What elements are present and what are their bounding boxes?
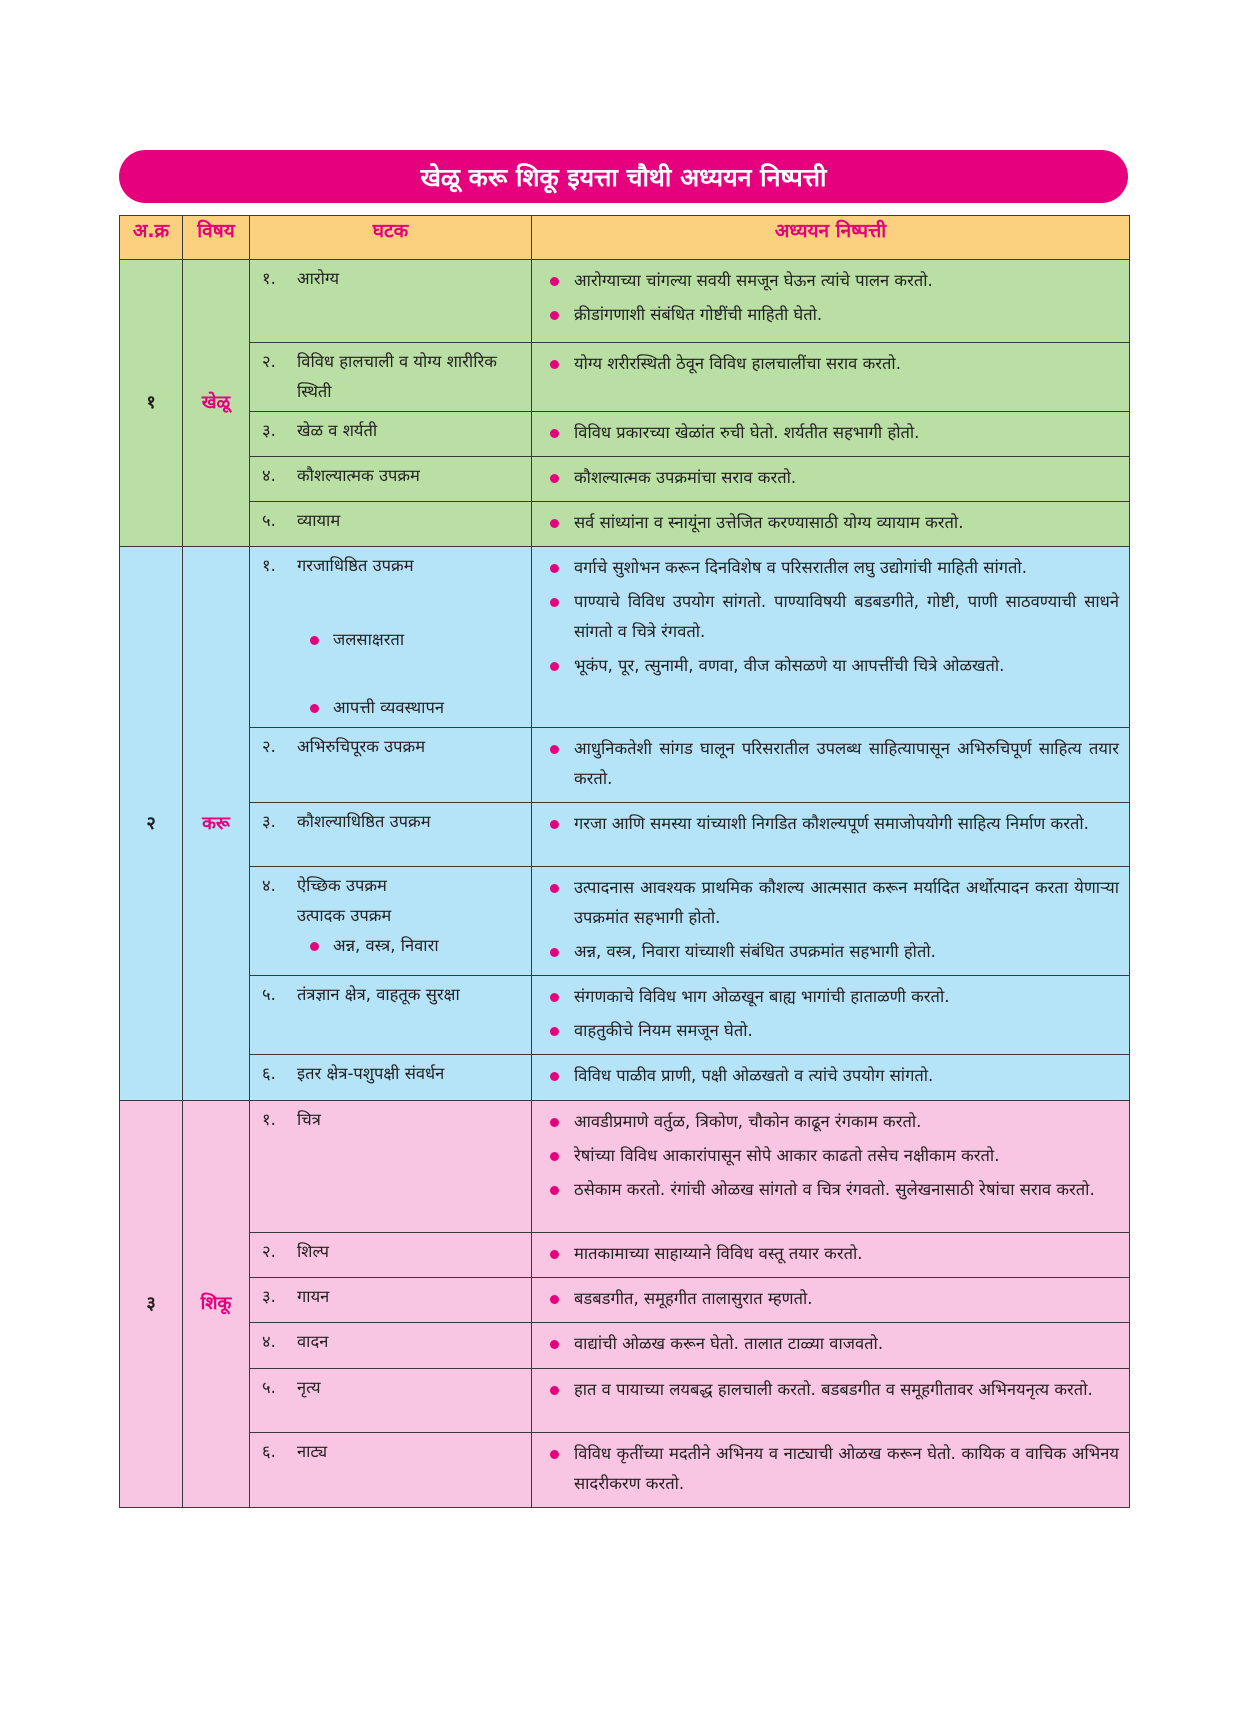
- outcomes-list: [532, 728, 1129, 802]
- component-number: ३.: [262, 1287, 276, 1306]
- outcome-item: [550, 809, 1119, 839]
- component: [250, 1101, 531, 1139]
- component-name: [297, 506, 525, 536]
- component: [250, 803, 531, 841]
- outcome-text: विविध प्रकारच्या खेळांत रुची घेतो. शर्यतीत सहभागी होतो.: [574, 423, 920, 442]
- outcome-item: [550, 266, 1119, 296]
- table-row: [120, 976, 1130, 1055]
- sub-component: [310, 931, 525, 961]
- outcomes-list: [532, 1278, 1129, 1322]
- component: [250, 1055, 531, 1093]
- outcomes-cell: [532, 803, 1130, 867]
- outcomes-list: [532, 1233, 1129, 1277]
- bullet-icon: [550, 1186, 559, 1195]
- outcome-item: [550, 300, 1119, 330]
- bullet-icon: [550, 1295, 559, 1304]
- outcomes-list: [532, 1055, 1129, 1099]
- component-line: [262, 551, 525, 581]
- component-name-text: शिल्प: [297, 1242, 329, 1261]
- component-name: [297, 461, 525, 491]
- bullet-icon: [550, 474, 559, 483]
- bullet-icon: [310, 704, 319, 713]
- outcomes-list: [532, 457, 1129, 501]
- component-cell: [250, 412, 532, 457]
- outcome-text: भूकंप, पूर, त्सुनामी, वणवा, वीज कोसळणे या आपत्तींची चित्रे ओळखतो.: [574, 656, 1005, 675]
- outcomes-cell: [532, 547, 1130, 728]
- outcome-text: वाहतुकीचे नियम समजून घेतो.: [574, 1021, 753, 1040]
- outcomes-cell: [532, 1101, 1130, 1233]
- outcome-item: [550, 1107, 1119, 1137]
- component-line: [262, 1327, 525, 1357]
- bullet-icon: [550, 598, 559, 607]
- component-cell: [250, 1433, 532, 1508]
- outcomes-list: [532, 260, 1129, 338]
- component-cell: [250, 1369, 532, 1433]
- component-name: [297, 264, 525, 294]
- outcomes-cell: [532, 1323, 1130, 1369]
- component-cell: [250, 1101, 532, 1233]
- component-name: [297, 551, 525, 581]
- component-name-text: विविध हालचाली व योग्य शारीरिक स्थिती: [297, 352, 497, 401]
- outcome-item: [550, 508, 1119, 538]
- outcome-text: क्रीडांगणाशी संबंधित गोष्टींची माहिती घेतो.: [574, 305, 823, 324]
- table-header-row: [120, 216, 1130, 260]
- outcome-text: विविध पाळीव प्राणी, पक्षी ओळखतो व त्यांचे उपयोग सांगतो.: [574, 1066, 934, 1085]
- bullet-icon: [550, 1250, 559, 1259]
- component-name: [297, 1327, 525, 1357]
- component-number: ६.: [262, 1442, 276, 1461]
- row-number: ३: [120, 1101, 183, 1508]
- bullet-icon: [310, 636, 319, 645]
- sub-component-text: अन्न, वस्त्र, निवारा: [333, 936, 439, 955]
- bullet-icon: [550, 745, 559, 754]
- component: [250, 867, 531, 965]
- outcome-item: [550, 1141, 1119, 1171]
- component-name-text: आरोग्य: [297, 269, 340, 288]
- table-row: [120, 1278, 1130, 1323]
- outcome-text: आधुनिकतेशी सांगड घालून परिसरातील उपलब्ध साहित्यापासून अभिरुचिपूर्ण साहित्य तयार करतो.: [574, 739, 1119, 788]
- component-line: [262, 264, 525, 294]
- component-line: [262, 1237, 525, 1267]
- bullet-icon: [550, 884, 559, 893]
- component-cell: [250, 803, 532, 867]
- component: [250, 1233, 531, 1271]
- table-row: [120, 343, 1130, 412]
- outcomes-list: [532, 1433, 1129, 1507]
- outcome-text: सर्व सांध्यांना व स्नायूंना उत्तेजित करण्यासाठी योग्य व्यायाम करतो.: [574, 513, 964, 532]
- table-row: [120, 260, 1130, 343]
- component-name-text: कौशल्यात्मक उपक्रम: [297, 466, 420, 485]
- outcome-text: अन्न, वस्त्र, निवारा यांच्याशी संबंधित उपक्रमांत सहभागी होतो.: [574, 942, 936, 961]
- component: [250, 728, 531, 766]
- component-line: [262, 807, 525, 837]
- outcome-text: बडबडगीत, समूहगीत तालासुरात म्हणतो.: [574, 1289, 813, 1308]
- component-line: [262, 1282, 525, 1312]
- outcome-text: वर्गाचे सुशोभन करून दिनविशेष व परिसरातील लघु उद्योगांची माहिती सांगतो.: [574, 558, 1027, 577]
- component-cell: [250, 457, 532, 502]
- outcome-item: [550, 734, 1119, 794]
- bullet-icon: [550, 662, 559, 671]
- sub-component: [310, 625, 525, 655]
- component-name-text: नृत्य: [297, 1378, 321, 1397]
- outcome-text: ठसेकाम करतो. रंगांची ओळख सांगतो व चित्र रंगवतो. सुलेखनासाठी रेषांचा सराव करतो.: [574, 1180, 1095, 1199]
- outcome-item: [550, 1061, 1119, 1091]
- component-name: [297, 1282, 525, 1312]
- outcome-item: [550, 587, 1119, 647]
- outcomes-cell: [532, 260, 1130, 343]
- component: [250, 260, 531, 298]
- component-name: [297, 1105, 525, 1135]
- table-row: [120, 457, 1130, 502]
- outcomes-cell: [532, 1369, 1130, 1433]
- component-name: [297, 871, 525, 931]
- component-name-text: गरजाधिष्ठित उपक्रम: [297, 556, 414, 575]
- component-name: [297, 1437, 525, 1467]
- component-cell: [250, 260, 532, 343]
- component-cell: [250, 1323, 532, 1369]
- component-name: [297, 1237, 525, 1267]
- component-cell: [250, 1233, 532, 1278]
- outcomes-cell: [532, 457, 1130, 502]
- bullet-icon: [550, 311, 559, 320]
- outcomes-cell: [532, 343, 1130, 412]
- component-number: ४.: [262, 1332, 276, 1351]
- bullet-icon: [550, 1152, 559, 1161]
- component-line: [262, 416, 525, 446]
- component-name-text: गायन: [297, 1287, 330, 1306]
- component: [250, 343, 531, 411]
- outcomes-cell: [532, 728, 1130, 803]
- table-row: [120, 803, 1130, 867]
- component-cell: [250, 1278, 532, 1323]
- table-row: [120, 728, 1130, 803]
- outcomes-list: [532, 976, 1129, 1054]
- component-name: [297, 1373, 525, 1403]
- component: [250, 1323, 531, 1361]
- outcomes-cell: [532, 412, 1130, 457]
- outcomes-cell: [532, 1055, 1130, 1101]
- header-outcomes: अध्ययन निष्पत्ती: [532, 216, 1130, 260]
- component-number: ५.: [262, 985, 276, 1004]
- component-number: ३.: [262, 812, 276, 831]
- outcome-item: [550, 651, 1119, 681]
- component-cell: [250, 976, 532, 1055]
- component-number: ४.: [262, 876, 276, 895]
- component-line: [262, 1437, 525, 1467]
- bullet-icon: [550, 1386, 559, 1395]
- table-row: [120, 1323, 1130, 1369]
- component-name-text: व्यायाम: [297, 511, 341, 530]
- component-name-text: नाट्य: [297, 1442, 328, 1461]
- outcomes-cell: [532, 1233, 1130, 1278]
- sub-component-text: आपत्ती व्यवस्थापन: [333, 698, 444, 717]
- bullet-icon: [550, 1027, 559, 1036]
- component: [250, 457, 531, 495]
- sub-component-text: जलसाक्षरता: [333, 630, 405, 649]
- bullet-icon: [550, 1118, 559, 1127]
- outcomes-list: [532, 412, 1129, 456]
- bullet-icon: [310, 942, 319, 951]
- component-number: १.: [262, 269, 276, 288]
- outcome-item: [550, 1016, 1119, 1046]
- component: [250, 412, 531, 450]
- bullet-icon: [550, 360, 559, 369]
- component: [250, 547, 531, 727]
- bullet-icon: [550, 277, 559, 286]
- outcome-item: [550, 418, 1119, 448]
- component-name-text: कौशल्याधिष्ठित उपक्रम: [297, 812, 431, 831]
- outcomes-list: [532, 547, 1129, 689]
- component-name: [297, 807, 525, 837]
- outcome-item: [550, 1284, 1119, 1314]
- component-cell: [250, 343, 532, 412]
- component-line: [262, 1105, 525, 1135]
- component-number: ५.: [262, 1378, 276, 1397]
- component-line: [262, 461, 525, 491]
- bullet-icon: [550, 948, 559, 957]
- component-line: [262, 871, 525, 931]
- outcome-text: आवडीप्रमाणे वर्तुळ, त्रिकोण, चौकोन काढून रंगकाम करतो.: [574, 1112, 922, 1131]
- outcomes-list: [532, 1323, 1129, 1367]
- table-row: [120, 502, 1130, 547]
- component-number: ६.: [262, 1064, 276, 1083]
- table-row: [120, 867, 1130, 976]
- component-cell: [250, 1055, 532, 1101]
- subject-khelu: खेळू: [183, 260, 250, 547]
- outcome-text: आरोग्याच्या चांगल्या सवयी समजून घेऊन त्यांचे पालन करतो.: [574, 271, 933, 290]
- bullet-icon: [550, 820, 559, 829]
- component-name-text: वादन: [297, 1332, 329, 1351]
- component-line: [262, 1373, 525, 1403]
- outcome-item: [550, 1239, 1119, 1269]
- component-number: २.: [262, 1242, 276, 1261]
- header-subject: विषय: [183, 216, 250, 260]
- outcome-text: योग्य शरीरस्थिती ठेवून विविध हालचालींचा सराव करतो.: [574, 354, 901, 373]
- outcome-text: मातकामाच्या साहाय्याने विविध वस्तू तयार करतो.: [574, 1244, 863, 1263]
- component-number: २.: [262, 352, 276, 371]
- component-name-text: खेळ व शर्यती: [297, 421, 378, 440]
- table-row: [120, 1055, 1130, 1101]
- outcome-text: विविध कृतींच्या मदतीने अभिनय व नाट्याची ओळख करून घेतो. कायिक व वाचिक अभिनय सादरीकरण करतो.: [574, 1444, 1119, 1493]
- component-number: १.: [262, 1110, 276, 1129]
- subject-shiku: शिकू: [183, 1101, 250, 1508]
- table-row: [120, 547, 1130, 728]
- header-sn: अ.क्र: [120, 216, 183, 260]
- outcome-text: उत्पादनास आवश्यक प्राथमिक कौशल्य आत्मसात करून मर्यादित अर्थोत्पादन करता येणाऱ्या उपक्रमांत सहभागी होतो.: [574, 878, 1119, 927]
- row-number: १: [120, 260, 183, 547]
- bullet-icon: [550, 519, 559, 528]
- outcome-item: [550, 349, 1119, 379]
- component-line: [262, 506, 525, 536]
- outcomes-cell: [532, 1433, 1130, 1508]
- page-title: खेळू करू शिकू इयत्ता चौथी अध्ययन निष्पत्ती: [119, 150, 1128, 203]
- outcome-item: [550, 873, 1119, 933]
- component-name: [297, 1059, 525, 1089]
- learning-outcomes-table: [119, 215, 1130, 1508]
- component-cell: [250, 547, 532, 728]
- component-number: ४.: [262, 466, 276, 485]
- outcome-item: [550, 1329, 1119, 1359]
- component-name: [297, 416, 525, 446]
- component: [250, 1278, 531, 1316]
- outcome-text: हात व पायाच्या लयबद्ध हालचाली करतो. बडबडगीत व समूहगीतावर अभिनयनृत्य करतो.: [574, 1380, 1093, 1399]
- row-number: २: [120, 547, 183, 1101]
- table-row: [120, 1369, 1130, 1433]
- outcome-item: [550, 1439, 1119, 1499]
- bullet-icon: [550, 993, 559, 1002]
- outcome-text: पाण्याचे विविध उपयोग सांगतो. पाण्याविषयी बडबडगीते, गोष्टी, पाणी साठवण्याची साधने सांगतो व चित्रे रंगवतो.: [574, 592, 1119, 641]
- bullet-icon: [550, 429, 559, 438]
- outcomes-list: [532, 1369, 1129, 1413]
- component-line: [262, 732, 525, 762]
- outcomes-list: [532, 803, 1129, 847]
- outcomes-list: [532, 502, 1129, 546]
- component-name-text: चित्र: [297, 1110, 321, 1129]
- component-number: ३.: [262, 421, 276, 440]
- outcome-text: कौशल्यात्मक उपक्रमांचा सराव करतो.: [574, 468, 797, 487]
- component-number: १.: [262, 556, 276, 575]
- outcome-text: वाद्यांची ओळख करून घेतो. तालात टाळ्या वाजवतो.: [574, 1334, 884, 1353]
- component-name-text: अभिरुचिपूरक उपक्रम: [297, 737, 426, 756]
- component: [250, 976, 531, 1014]
- outcome-item: [550, 553, 1119, 583]
- component-line: [262, 347, 525, 407]
- outcome-item: [550, 1175, 1119, 1205]
- subject-karu: करू: [183, 547, 250, 1101]
- outcomes-list: [532, 867, 1129, 975]
- component-number: २.: [262, 737, 276, 756]
- component-name-text: तंत्रज्ञान क्षेत्र, वाहतूक सुरक्षा: [297, 985, 460, 1004]
- component-cell: [250, 867, 532, 976]
- outcome-text: रेषांच्या विविध आकारांपासून सोपे आकार काढतो तसेच नक्षीकाम करतो.: [574, 1146, 1000, 1165]
- outcome-text: गरजा आणि समस्या यांच्याशी निगडित कौशल्यपूर्ण समाजोपयोगी साहित्य निर्माण करतो.: [574, 814, 1089, 833]
- outcomes-cell: [532, 976, 1130, 1055]
- component-name-text: इतर क्षेत्र-पशुपक्षी संवर्धन: [297, 1064, 445, 1083]
- outcome-text: संगणकाचे विविध भाग ओळखून बाह्य भागांची हाताळणी करतो.: [574, 987, 950, 1006]
- component-cell: [250, 728, 532, 803]
- component-name: [297, 347, 525, 407]
- component-line: [262, 1059, 525, 1089]
- component-line: [262, 980, 525, 1010]
- outcome-item: [550, 937, 1119, 967]
- component: [250, 1433, 531, 1471]
- outcomes-cell: [532, 867, 1130, 976]
- sub-component: [310, 693, 525, 723]
- header-component: घटक: [250, 216, 532, 260]
- component-number: ५.: [262, 511, 276, 530]
- table-body: [120, 260, 1130, 1508]
- bullet-icon: [550, 1340, 559, 1349]
- component: [250, 1369, 531, 1407]
- outcome-item: [550, 1375, 1119, 1405]
- bullet-icon: [550, 1450, 559, 1459]
- component-name-text: ऐच्छिक उपक्रम: [297, 876, 387, 895]
- table-row: [120, 1101, 1130, 1233]
- outcomes-list: [532, 343, 1129, 387]
- bullet-icon: [550, 1072, 559, 1081]
- table-row: [120, 412, 1130, 457]
- outcomes-list: [532, 1101, 1129, 1213]
- outcome-item: [550, 982, 1119, 1012]
- component-name-line2: उत्पादक उपक्रम: [297, 906, 392, 925]
- component: [250, 502, 531, 540]
- outcomes-cell: [532, 502, 1130, 547]
- outcome-item: [550, 463, 1119, 493]
- table-row: [120, 1433, 1130, 1508]
- bullet-icon: [550, 564, 559, 573]
- outcomes-cell: [532, 1278, 1130, 1323]
- component-name: [297, 980, 525, 1010]
- component-cell: [250, 502, 532, 547]
- component-name: [297, 732, 525, 762]
- table-row: [120, 1233, 1130, 1278]
